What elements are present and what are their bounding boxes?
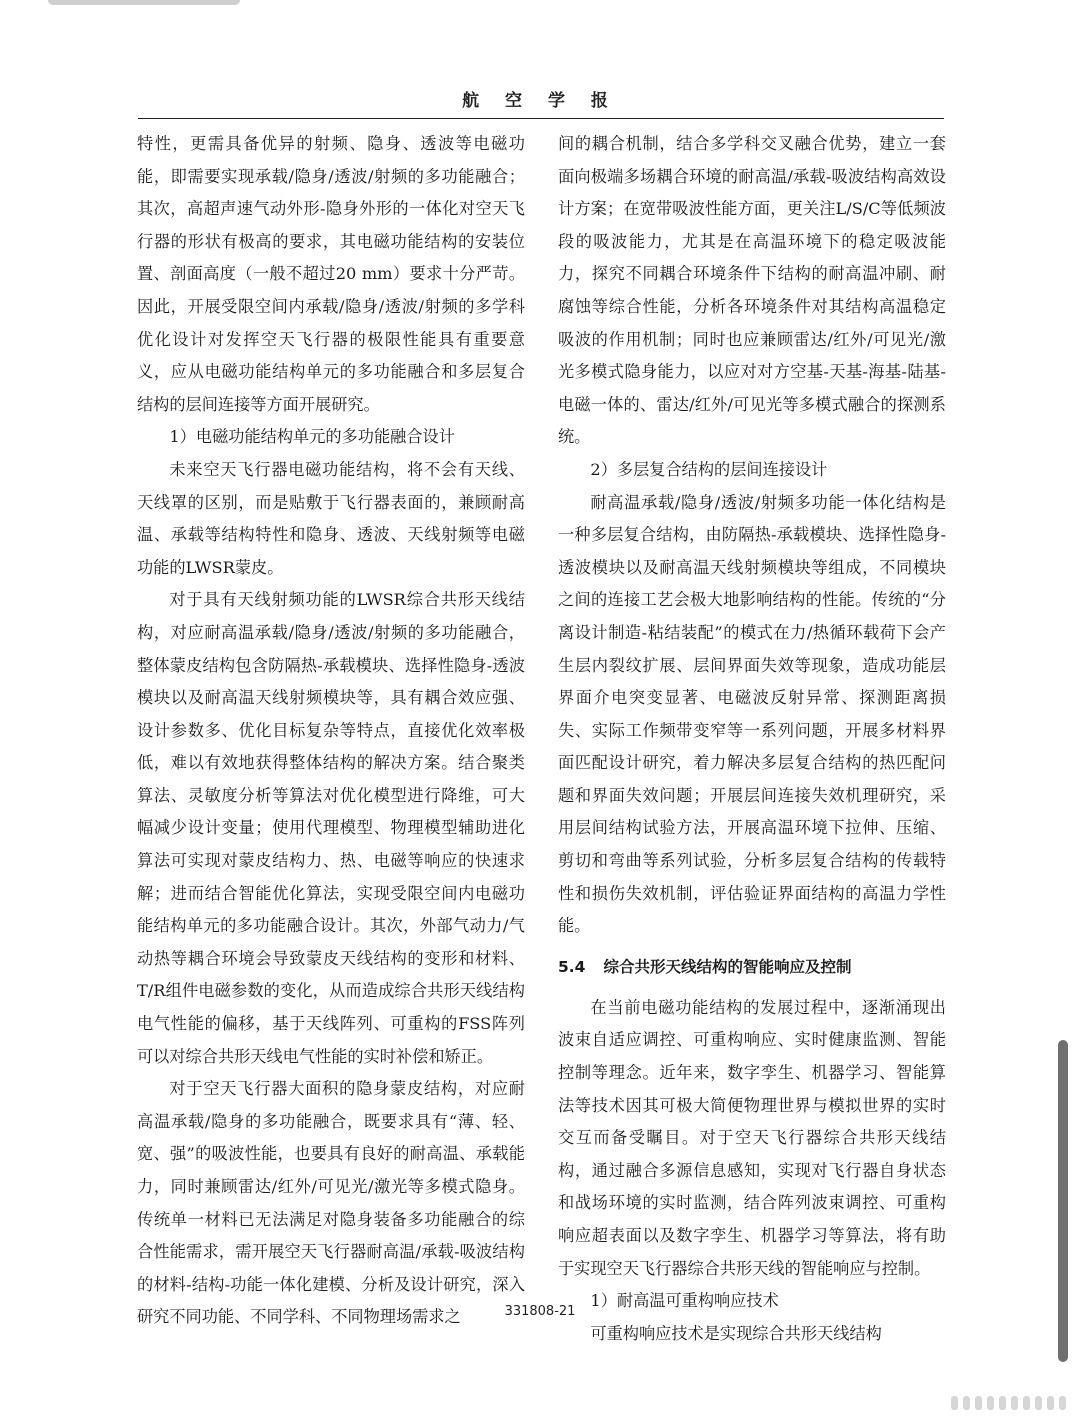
- section-number: 5.4: [558, 957, 586, 976]
- subsection-heading: 1）耐高温可重构响应技术: [590, 1291, 779, 1311]
- paragraph: 对于空天飞行器大面积的隐身蒙皮结构，对应耐高温承载/隐身的多功能融合，既要求具有“薄、轻、宽、强”的吸波性能，也要具有良好的耐高温、承载能力，同时兼顾雷达/红外/可见光/激光等多模式隐身。传统单一材料已无法满足对隐身装备多功能融合的综合性能需求，需开展空天飞行器耐高温/承载-吸波结构的材料-结构-功能一体化建模、分析及设计研究，深入研究不同功能、不同学科、不同物理场需求之: [137, 1079, 525, 1327]
- section-title: 综合共形天线结构的智能响应及控制: [603, 957, 852, 976]
- page-number: 331808-21: [504, 1304, 576, 1319]
- journal-title: 航 空 学 报: [462, 91, 618, 111]
- subsection-heading: 2）多层复合结构的层间连接设计: [590, 459, 828, 479]
- top-toolbar-handle[interactable]: [48, 0, 240, 5]
- page-dot: [951, 1396, 958, 1410]
- paragraph: 未来空天飞行器电磁功能结构，将不会有天线、天线罩的区别，而是贴敷于飞行器表面的，兼顾耐高温、承载等结构特性和隐身、透波、天线射频等电磁功能的LWSR蒙皮。: [137, 459, 525, 577]
- paragraph: 对于具有天线射频功能的LWSR综合共形天线结构，对应耐高温承载/隐身/透波/射频的多功能融合，整体蒙皮结构包含防隔热-承载模块、选择性隐身-透波模块以及耐高温天线射频模块等，具有耦合效应强、设计参数多、优化目标复杂等特点，直接优化效率极低，难以有效地获得整体结构的解决方案。结合聚类算法、灵敏度分析等算法对优化模型进行降维，可大幅减少设计变量；使用代理模型、物理模型辅助进化算法可实现对蒙皮结构力、热、电磁等响应的快速求解；进而结合智能优化算法，实现受限空间内电磁功能结构单元的多功能融合设计。其次，外部气动力/气动热等耦合环境会导致蒙皮天线结构的变形和材料、T/R组件电磁参数的变化，从而造成综合共形天线结构电气性能的偏移，基于天线阵列、可重构的FSS阵列可以对综合共形天线电气性能的实时补偿和矫正。: [137, 590, 525, 1066]
- page-dot: [963, 1396, 970, 1410]
- section-heading: [558, 951, 946, 983]
- paragraph: 耐高温承载/隐身/透波/射频多功能一体化结构是一种多层复合结构，由防隔热-承载模块、选择性隐身-透波模块以及耐高温天线射频模块等组成，不同模块之间的连接工艺会极大地影响结构的性能。传统的“分离设计制造-粘结装配”的模式在力/热循环载荷下会产生层内裂纹扩展、层间界面失效等现象，造成功能层界面介电突变显著、电磁波反射异常、探测距离损失、实际工作频带变窄等一系列问题，开展多材料界面匹配设计研究，着力解决多层复合结构的热匹配问题和界面失效问题；开展层间连接失效机理研究，采用层间结构试验方法，开展高温环境下拉伸、压缩、剪切和弯曲等系列试验，分析多层复合结构的传载特性和损伤失效机制，评估验证界面结构的高温力学性能。: [558, 492, 946, 936]
- page-indicator: [951, 1396, 1066, 1410]
- page-dot: [975, 1396, 982, 1410]
- left-column: [137, 128, 525, 1334]
- page-dot: [1035, 1396, 1042, 1410]
- right-column: [558, 128, 946, 1350]
- page-dot: [999, 1396, 1006, 1410]
- paragraph: 可重构响应技术是实现综合共形天线结构: [590, 1323, 882, 1343]
- page-dot: [1023, 1396, 1030, 1410]
- page-dot: [1047, 1396, 1054, 1410]
- paragraph: 在当前电磁功能结构的发展过程中，逐渐涌现出波束自适应调控、可重构响应、实时健康监测、智能控制等理念。近年来，数字孪生、机器学习、智能算法等技术因其可极大简便物理世界与模拟世界的实时交互而备受瞩目。对于空天飞行器综合共形天线结构，通过融合多源信息感知，实现对飞行器自身状态和战场环境的实时监测，结合阵列波束调控、可重构响应超表面以及数字孪生、机器学习等算法，将有助于实现空天飞行器综合共形天线的智能响应与控制。: [558, 997, 946, 1278]
- page-dot: [1059, 1396, 1066, 1410]
- header-rule: [138, 118, 944, 119]
- subsection-heading: 1）电磁功能结构单元的多功能融合设计: [169, 427, 455, 447]
- paragraph: 特性，更需具备优异的射频、隐身、透波等电磁功能，即需要实现承载/隐身/透波/射频的多功能融合；其次，高超声速气动外形-隐身外形的一体化对空天飞行器的形状有极高的要求，其电磁功能结构的安装位置、剖面高度（一般不超过20 mm）要求十分严苛。因此，开展受限空间内承载/隐身/透波/射频的多学科优化设计对发挥空天飞行器的极限性能具有重要意义，应从电磁功能结构单元的多功能融合和多层复合结构的层间连接等方面开展研究。: [137, 134, 525, 414]
- page-dot: [987, 1396, 994, 1410]
- paragraph: 间的耦合机制，结合多学科交叉融合优势，建立一套面向极端多场耦合环境的耐高温/承载-吸波结构高效设计方案；在宽带吸波性能方面，更关注L/S/C等低频波段的吸波能力，尤其是在高温环境下的稳定吸波能力，探究不同耦合环境条件下结构的耐高温冲刷、耐腐蚀等综合性能，分析各环境条件对其结构高温稳定吸波的作用机制；同时也应兼顾雷达/红外/可见光/激光多模式隐身能力，以应对对方空基-天基-海基-陆基-电磁一体的、雷达/红外/可见光等多模式融合的探测系统。: [558, 134, 946, 447]
- scrollbar-thumb[interactable]: [1058, 1040, 1068, 1362]
- page-dot: [1011, 1396, 1018, 1410]
